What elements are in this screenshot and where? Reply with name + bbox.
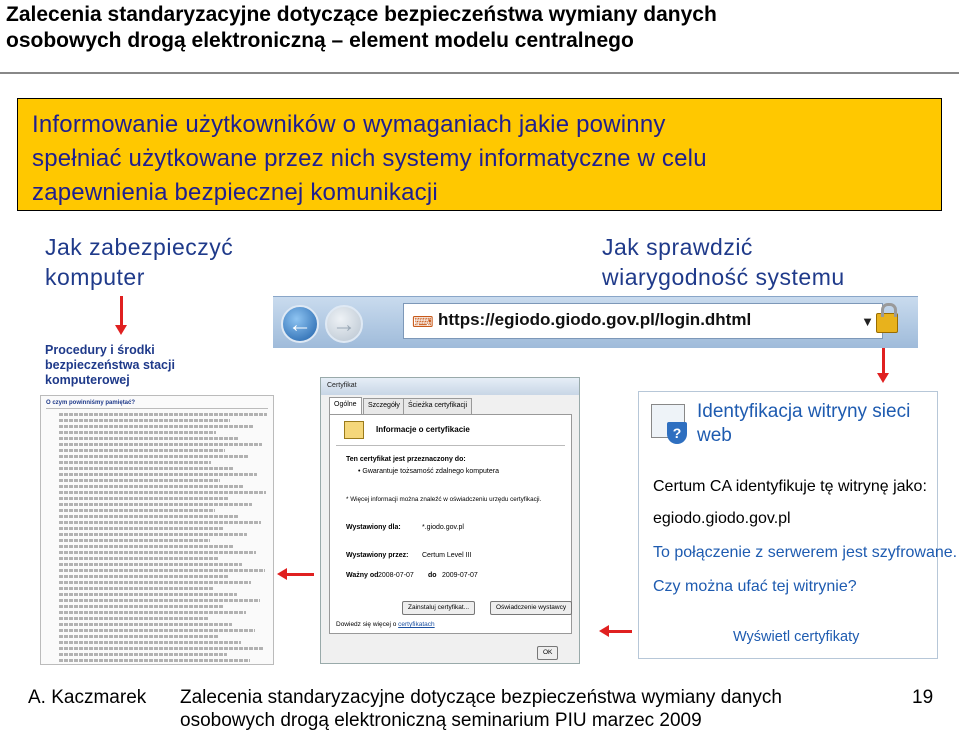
- document-text-lines: [41, 413, 273, 665]
- procedures-line1: Procedury i środki: [45, 343, 155, 357]
- left-arrow-doc-icon: [286, 573, 314, 576]
- document-text-line: [59, 569, 265, 572]
- identification-title-line2: web: [697, 425, 732, 446]
- highlight-line2: spełniać użytkowane przez nich systemy informatyczne w celu: [32, 145, 707, 172]
- document-text-line: [59, 431, 216, 434]
- document-heading: O czym powinniśmy pamiętać?: [46, 400, 136, 406]
- document-text-line: [59, 449, 225, 452]
- document-text-line: [59, 539, 210, 542]
- purpose-intro: Ten certyfikat jest przeznaczony do:: [346, 456, 466, 463]
- document-text-line: [59, 605, 223, 608]
- certificates-link[interactable]: certyfikatach: [398, 621, 435, 628]
- issued-by-value: Certum Level III: [422, 552, 472, 559]
- footer-title-line1: Zalecenia standaryzacyjne dotyczące bezpieczeństwa wymiany danych: [180, 687, 782, 708]
- ok-button[interactable]: OK: [537, 646, 558, 660]
- document-text-line: [59, 509, 215, 512]
- left-heading: [45, 232, 233, 292]
- down-arrow-left-icon: [120, 296, 123, 326]
- install-certificate-button[interactable]: Zainstaluj certyfikat...: [402, 601, 475, 615]
- document-text-line: [59, 497, 229, 500]
- document-text-line: [59, 437, 239, 440]
- certificate-icon: [344, 421, 364, 439]
- document-text-line: [59, 587, 214, 590]
- tab-details[interactable]: Szczegóły: [363, 398, 405, 414]
- certificate-info-heading: Informacje o certyfikacie: [376, 425, 470, 434]
- address-bar[interactable]: [403, 303, 883, 339]
- document-text-line: [59, 599, 260, 602]
- highlight-line1: Informowanie użytkowników o wymaganiach jakie powinny: [32, 111, 666, 138]
- right-heading-line1: Jak sprawdzić: [602, 234, 753, 260]
- learn-more-prefix: Dowiedz się więcej o: [336, 621, 397, 628]
- footer-title-line2: osobowych drogą elektroniczną seminarium PIU marzec 2009: [180, 710, 702, 731]
- certificate-dialog-title: Certyfikat: [321, 378, 579, 395]
- identifies-site-text: Certum CA identyfikuje tę witrynę jako:: [653, 478, 927, 495]
- valid-to-value: 2009-07-07: [442, 572, 478, 579]
- highlight-box: [17, 98, 942, 211]
- certificate-divider: [336, 445, 565, 446]
- left-heading-line2: komputer: [45, 264, 145, 290]
- document-text-line: [59, 533, 247, 536]
- encrypted-connection-text: To połączenie z serwerem jest szyfrowane.: [653, 544, 958, 561]
- document-text-line: [59, 479, 220, 482]
- document-text-line: [59, 503, 252, 506]
- document-text-line: [59, 635, 218, 638]
- slide-title-line2: osobowych drogą elektroniczną – element modelu centralnego: [6, 29, 634, 52]
- footer-title: [180, 686, 782, 732]
- procedures-line2: bezpieczeństwa stacji: [45, 358, 175, 372]
- issued-to-label: Wystawiony dla:: [346, 524, 401, 531]
- certificate-general-panel: [329, 414, 572, 634]
- right-heading-line2: wiarygodność systemu: [602, 264, 845, 290]
- document-text-line: [59, 593, 237, 596]
- document-text-line: [59, 425, 253, 428]
- tab-cert-path[interactable]: Ścieżka certyfikacji: [403, 398, 472, 414]
- document-text-line: [59, 611, 246, 614]
- document-text-line: [59, 653, 227, 656]
- document-text-line: [59, 491, 266, 494]
- chevron-down-icon[interactable]: ▼: [861, 314, 874, 329]
- left-heading-line1: Jak zabezpieczyć: [45, 234, 234, 260]
- learn-more-text: [336, 620, 435, 629]
- padlock-icon[interactable]: [876, 313, 898, 333]
- certificate-dialog: [320, 377, 580, 664]
- back-arrow-icon[interactable]: ←: [281, 305, 319, 343]
- shield-question-icon: ?: [667, 422, 687, 444]
- document-text-line: [59, 473, 257, 476]
- document-divider: [46, 408, 268, 409]
- document-text-line: [59, 557, 219, 560]
- issued-by-label: Wystawiony przez:: [346, 552, 409, 559]
- slide-title-line1: Zalecenia standaryzacyjne dotyczące bezpieczeństwa wymiany danych: [6, 3, 717, 26]
- security-procedures-document: [40, 395, 274, 665]
- valid-from-value: 2008-07-07: [378, 572, 414, 579]
- site-favicon-icon: ⌨: [412, 314, 434, 331]
- site-identification-panel: [638, 391, 958, 659]
- document-text-line: [59, 581, 251, 584]
- document-text-line: [59, 527, 224, 530]
- valid-from-label: Ważny od: [346, 572, 379, 579]
- address-url: https://egiodo.giodo.gov.pl/login.dhtml: [438, 310, 752, 329]
- document-text-line: [59, 521, 261, 524]
- trust-question-text: Czy można ufać tej witrynie?: [653, 578, 857, 595]
- issuer-statement-button[interactable]: Oświadczenie wystawcy: [490, 601, 572, 615]
- document-text-line: [59, 575, 228, 578]
- document-text-line: [59, 545, 233, 548]
- certificate-note: * Więcej informacji można znaleźć w oświadczeniu urzędu certyfikacji.: [346, 496, 542, 503]
- document-text-line: [59, 455, 248, 458]
- title-divider: [0, 72, 959, 74]
- document-text-line: [59, 467, 234, 470]
- document-text-line: [59, 659, 250, 662]
- site-domain-text: egiodo.giodo.gov.pl: [653, 510, 791, 527]
- document-text-line: [59, 641, 241, 644]
- document-text-line: [59, 515, 238, 518]
- identification-title-line1: Identyfikacja witryny sieci: [697, 401, 911, 422]
- document-text-line: [59, 413, 267, 416]
- page-number: 19: [912, 687, 934, 708]
- document-text-line: [59, 443, 262, 446]
- document-text-line: [59, 461, 211, 464]
- document-text-line: [59, 623, 232, 626]
- footer-author: A. Kaczmarek: [28, 687, 147, 708]
- document-text-line: [59, 563, 242, 566]
- browser-toolbar: [273, 296, 918, 348]
- purpose-item: • Gwarantuje tożsamość zdalnego komputera: [358, 468, 499, 475]
- valid-to-label: do: [428, 572, 437, 579]
- document-text-line: [59, 419, 230, 422]
- document-text-line: [59, 551, 256, 554]
- document-text-line: [59, 617, 209, 620]
- slide-title: [6, 2, 936, 54]
- view-certificates-link[interactable]: Wyświetl certyfikaty: [733, 629, 860, 645]
- document-text-line: [59, 647, 264, 650]
- procedures-line3: komputerowej: [45, 373, 130, 387]
- document-text-line: [59, 629, 255, 632]
- identification-title: [697, 400, 910, 448]
- procedures-label: [45, 343, 175, 388]
- document-text-line: [59, 485, 243, 488]
- issued-to-value: *.giodo.gov.pl: [422, 524, 464, 531]
- forward-arrow-icon[interactable]: →: [325, 305, 363, 343]
- tab-general[interactable]: Ogólne: [329, 397, 362, 414]
- highlight-line3: zapewnienia bezpiecznej komunikacji: [32, 179, 438, 206]
- right-heading: [602, 232, 845, 292]
- left-arrow-cert-icon: [608, 630, 632, 633]
